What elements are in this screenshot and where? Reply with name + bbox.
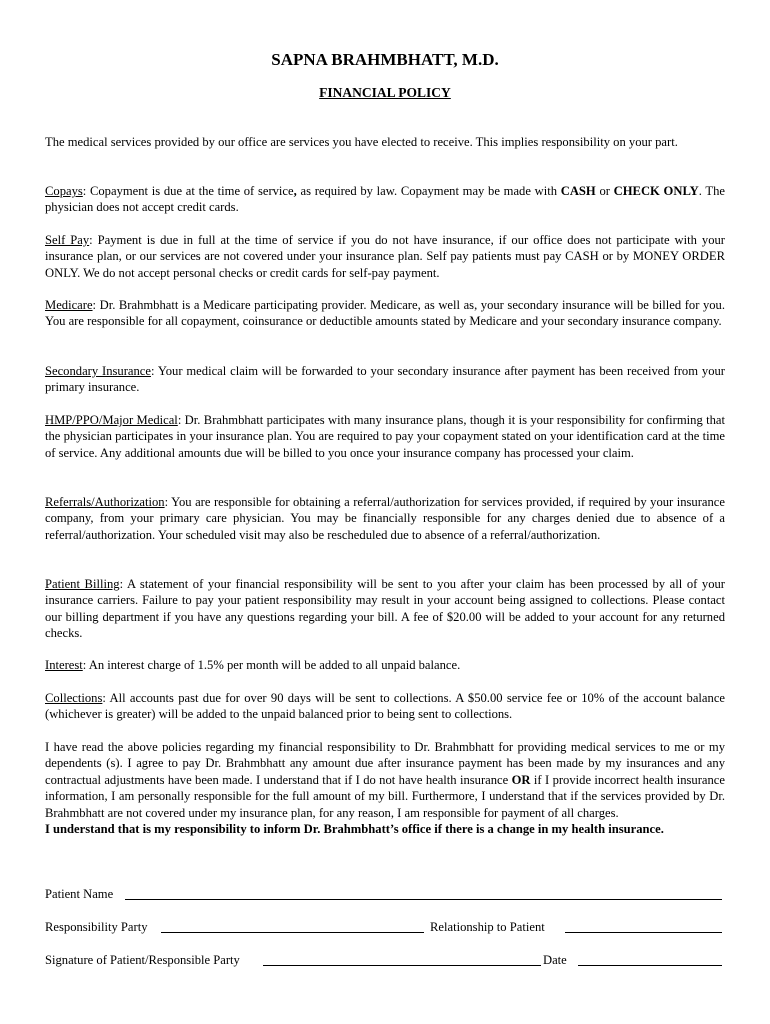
patient-name-label: Patient Name <box>45 887 114 901</box>
self-pay-paragraph <box>45 232 725 281</box>
patient-billing-paragraph <box>45 576 725 642</box>
copays-paragraph <box>45 183 725 216</box>
copays-text-b: as required by law. Copayment may be made with <box>296 184 561 198</box>
interest-heading: Interest <box>45 658 83 672</box>
collections-heading: Collections <box>45 691 103 705</box>
patient-billing-text: : A statement of your financial responsibility will be sent to you after your claim has been processed by all of your insurance carriers. Failure to pay your patient responsibility may result in your account being assigned to collections. Please contact our billing department if you have any questions regarding your bill. A fee of $20.00 will be added to your account for any returned checks. <box>45 577 725 641</box>
medicare-paragraph <box>45 297 725 330</box>
referrals-heading: Referrals/Authorization <box>45 495 165 509</box>
interest-paragraph <box>45 657 725 673</box>
copays-text-a: : Copayment is due at the time of service <box>82 184 294 198</box>
acknowledgement-paragraph <box>45 739 725 837</box>
self-pay-text: : Payment is due in full at the time of service if you do not have insurance, if our office does not participate with your insurance plan, or our services are not covered under your insurance plan. Self pay patients must pay CASH or by MONEY ORDER ONLY. We do not accept personal checks or credit cards for self-pay payment. <box>45 233 725 280</box>
hmp-ppo-text: : Dr. Brahmbhatt participates with many insurance plans, though it is your responsibility for confirming that the physician participates in your insurance plan. You are required to pay your copayment stated on your identification card at the time of service. Any additional amounts due will be billed to you once your insurance company has processed your claim. <box>45 413 725 460</box>
copays-text-c: . The physician does not accept credit cards. <box>45 184 725 215</box>
referrals-paragraph <box>45 494 725 543</box>
medicare-text: : Dr. Brahmbhatt is a Medicare participating provider. Medicare, as well as, your secondary insurance will be billed for you. You are responsible for all copayment, coinsurance or deductible amounts stated by Medicare and your secondary insurance company. <box>45 298 725 329</box>
signature-label: Signature of Patient/Responsible Party <box>45 953 240 967</box>
responsibility-party-line[interactable] <box>161 932 424 933</box>
patient-billing-heading: Patient Billing <box>45 577 120 591</box>
relationship-line[interactable] <box>565 932 722 933</box>
hmp-ppo-heading: HMP/PPO/Major Medical <box>45 413 178 427</box>
signature-field <box>45 951 725 969</box>
acknowledgement-bold-statement: I understand that is my responsibility to inform Dr. Brahmbhatt’s office if there is a change in my health insurance. <box>45 822 664 837</box>
copays-or: or <box>595 184 614 198</box>
secondary-insurance-text: : Your medical claim will be forwarded to your secondary insurance after payment has been received from your primary insurance. <box>45 364 725 395</box>
acknowledgement-or-emphasis: OR <box>511 772 531 787</box>
patient-name-field <box>45 885 725 903</box>
collections-text: : All accounts past due for over 90 days will be sent to collections. A $50.00 service fee or 10% of the account balance (whichever is greater) will be added to the unpaid balanced prior to being sent to collections. <box>45 691 725 722</box>
self-pay-heading: Self Pay <box>45 233 90 247</box>
medicare-heading: Medicare <box>45 298 93 312</box>
date-label: Date <box>543 953 567 967</box>
policy-title: FINANCIAL POLICY <box>319 85 451 100</box>
acknowledgement-text-a: I have read the above policies regarding my financial responsibility to Dr. Brahmbhatt for providing medical services to me or my dependents (s). I agree to pay Dr. Brahmbhatt any amount due after insurance payment has been made by my insurances and any contractual adjustments have been made. I understand that if I do not have health insurance <box>45 740 725 787</box>
patient-name-line[interactable] <box>125 899 722 900</box>
collections-paragraph <box>45 690 725 723</box>
cash-emphasis: CASH <box>560 184 596 198</box>
intro-paragraph: The medical services provided by our office are services you have elected to receive. This implies responsibility on your part. <box>45 135 678 149</box>
acknowledgement-text-b: if I provide incorrect health insurance information, I am personally responsible for the full amount of my bill. Furthermore, I understand that if the services provided by Dr. Brahmbhatt are not covered under my insurance plan, for any reason, I am responsible for payment of all charges. <box>45 772 725 820</box>
referrals-text: : You are responsible for obtaining a referral/authorization for services provided, if required by your insurance company, from your primary care physician. You may be financially responsible for any charges denied due to absence of a referral/authorization. Your scheduled visit may also be rescheduled due to absence of a referral/authorization. <box>45 495 725 542</box>
doctor-name-heading: SAPNA BRAHMBHATT, M.D. <box>271 50 499 69</box>
check-only-emphasis: CHECK ONLY <box>613 184 699 198</box>
relationship-label: Relationship to Patient <box>430 920 545 934</box>
signature-line[interactable] <box>263 965 541 966</box>
responsibility-party-field <box>45 918 725 936</box>
date-line[interactable] <box>578 965 722 966</box>
copays-heading: Copays <box>45 184 83 198</box>
hmp-ppo-paragraph <box>45 412 725 461</box>
secondary-insurance-paragraph <box>45 363 725 396</box>
responsibility-party-label: Responsibility Party <box>45 920 148 934</box>
copays-comma: , <box>293 184 297 198</box>
secondary-insurance-heading: Secondary Insurance <box>45 364 151 378</box>
interest-text: : An interest charge of 1.5% per month will be added to all unpaid balance. <box>82 658 461 672</box>
